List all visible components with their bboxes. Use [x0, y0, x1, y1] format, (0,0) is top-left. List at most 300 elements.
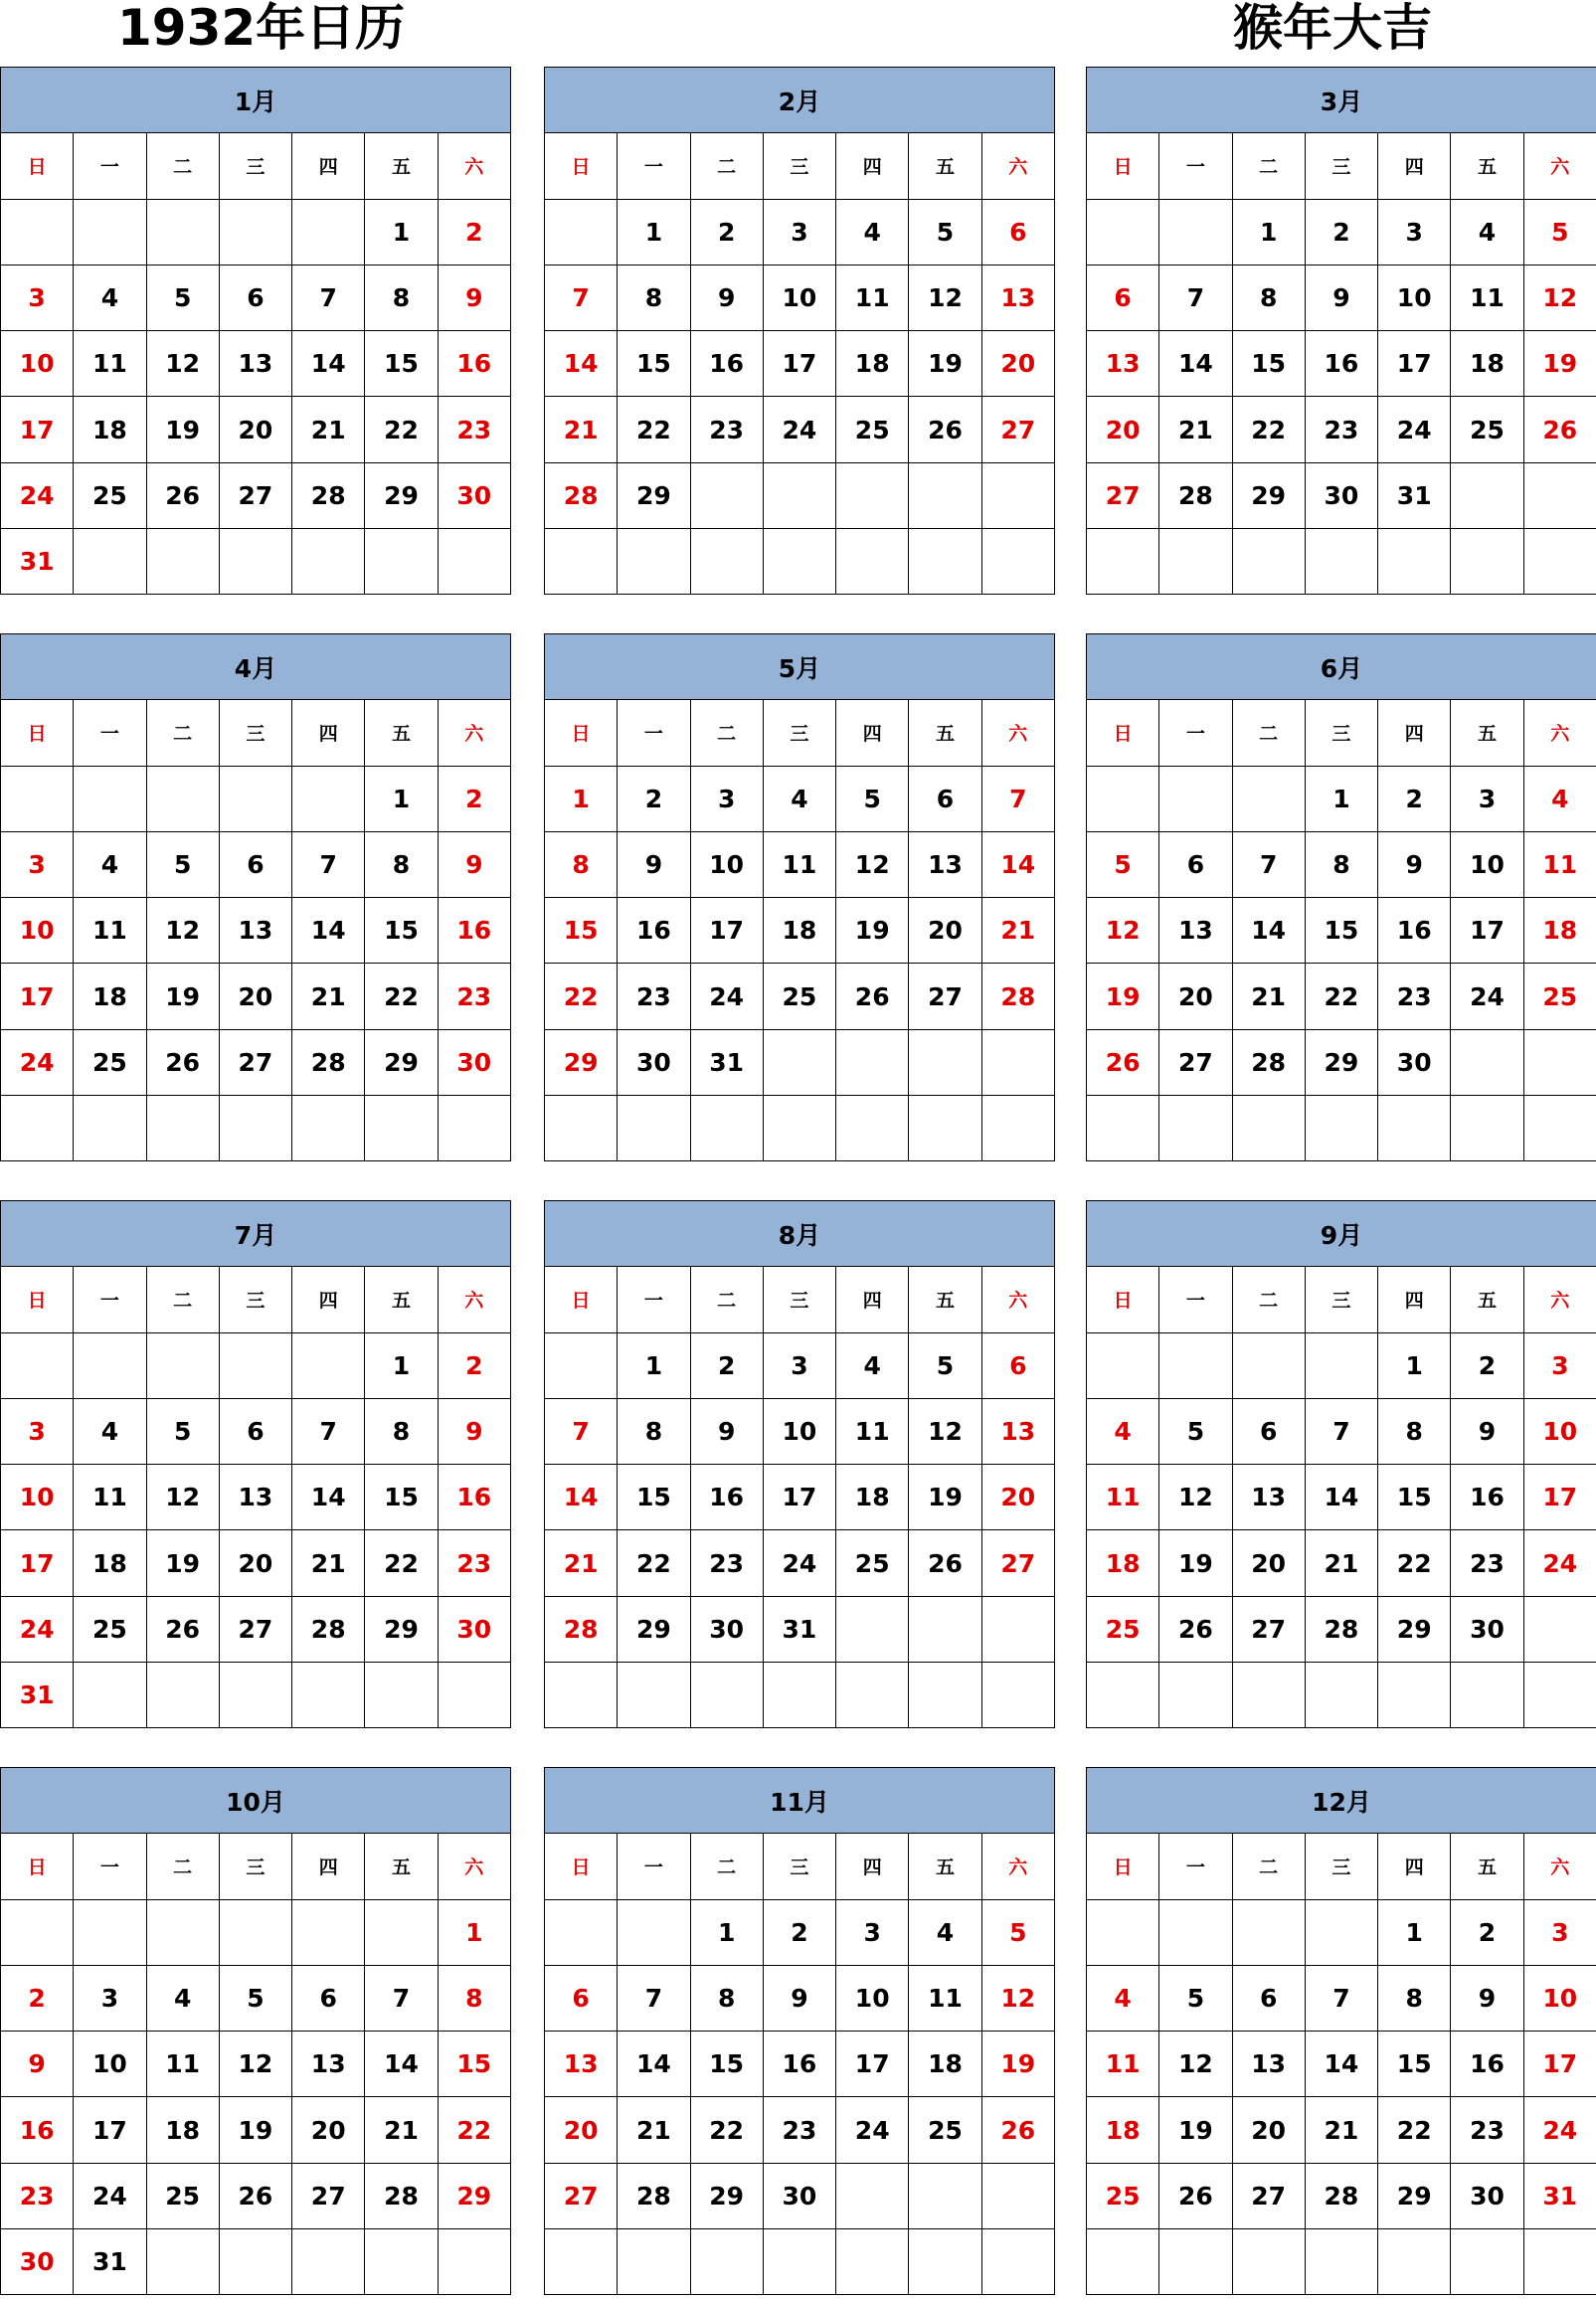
- month-header: 7月: [1, 1201, 511, 1267]
- weekday-label: 四: [1378, 700, 1451, 766]
- day-cell: 16: [1378, 898, 1451, 964]
- month-calendar: [1086, 633, 1596, 1166]
- month-header: 9月: [1087, 1201, 1596, 1267]
- weekday-label: 四: [1378, 1834, 1451, 1899]
- day-cell: 15: [1378, 2032, 1451, 2097]
- weekday-label: 三: [219, 1267, 291, 1332]
- day-cell: [836, 2229, 909, 2295]
- day-cell: 14: [1159, 331, 1232, 397]
- day-cell: 6: [219, 831, 291, 897]
- weekday-label: 二: [1232, 700, 1305, 766]
- day-cell: [1305, 1332, 1377, 1398]
- day-cell: 1: [618, 1332, 690, 1398]
- day-cell: 29: [1378, 1596, 1451, 1662]
- day-cell: 7: [292, 831, 365, 897]
- day-cell: 31: [74, 2229, 146, 2295]
- day-cell: 1: [1378, 1332, 1451, 1398]
- day-cell: 2: [1451, 1332, 1523, 1398]
- day-cell: [74, 199, 146, 265]
- weekday-label: 一: [1159, 1834, 1232, 1899]
- day-cell: 27: [219, 1029, 291, 1095]
- day-cell: 6: [981, 199, 1054, 265]
- day-cell: 5: [836, 766, 909, 831]
- day-cell: 4: [74, 831, 146, 897]
- day-cell: 9: [763, 1965, 835, 2031]
- day-cell: 26: [1523, 397, 1596, 462]
- day-cell: 17: [1523, 2032, 1596, 2097]
- weekday-label: 六: [1523, 133, 1596, 199]
- day-cell: 21: [1305, 2097, 1377, 2163]
- week-row: [1, 831, 511, 897]
- day-cell: 12: [1159, 1465, 1232, 1530]
- day-cell: 18: [74, 397, 146, 462]
- day-cell: 3: [1, 831, 74, 897]
- day-cell: [909, 2163, 981, 2228]
- weekday-label: 五: [909, 133, 981, 199]
- day-cell: [74, 766, 146, 831]
- day-cell: [1305, 2229, 1377, 2295]
- day-cell: [1, 199, 74, 265]
- day-cell: 23: [690, 397, 763, 462]
- day-cell: 13: [219, 331, 291, 397]
- month-header: 6月: [1087, 634, 1596, 700]
- day-cell: 18: [1451, 331, 1523, 397]
- day-cell: 2: [438, 199, 510, 265]
- weekday-label: 三: [763, 700, 835, 766]
- day-cell: [74, 1663, 146, 1728]
- day-cell: 29: [1232, 462, 1305, 528]
- day-cell: 29: [365, 1029, 438, 1095]
- day-cell: 25: [1451, 397, 1523, 462]
- day-cell: [1451, 462, 1523, 528]
- day-cell: 11: [1451, 265, 1523, 330]
- day-cell: 9: [1451, 1398, 1523, 1464]
- day-cell: [836, 529, 909, 595]
- day-cell: [292, 766, 365, 831]
- day-cell: 31: [1378, 462, 1451, 528]
- weekday-label: 五: [1451, 133, 1523, 199]
- day-cell: 12: [146, 331, 219, 397]
- day-cell: 20: [219, 397, 291, 462]
- day-cell: 23: [763, 2097, 835, 2163]
- weekday-label: 六: [981, 700, 1054, 766]
- day-cell: 29: [618, 462, 690, 528]
- weekday-label: 一: [74, 1834, 146, 1899]
- day-cell: [1159, 199, 1232, 265]
- day-cell: [763, 2229, 835, 2295]
- weekday-label: 六: [981, 133, 1054, 199]
- month-calendar: [544, 67, 1055, 600]
- day-cell: 27: [1232, 2163, 1305, 2228]
- day-cell: 12: [981, 1965, 1054, 2031]
- weekday-label: 六: [438, 1267, 510, 1332]
- day-cell: 20: [545, 2097, 618, 2163]
- day-cell: 2: [1, 1965, 74, 2031]
- day-cell: 27: [219, 1596, 291, 1662]
- day-cell: 25: [763, 964, 835, 1029]
- day-cell: 31: [1, 1663, 74, 1728]
- day-cell: 10: [1, 898, 74, 964]
- day-cell: 18: [836, 331, 909, 397]
- week-row: [1087, 265, 1596, 330]
- day-cell: [763, 1029, 835, 1095]
- day-cell: 26: [909, 397, 981, 462]
- day-cell: 6: [1159, 831, 1232, 897]
- month-table: [1086, 633, 1596, 1161]
- week-row: [1, 397, 511, 462]
- day-cell: 28: [981, 964, 1054, 1029]
- day-cell: 17: [690, 898, 763, 964]
- weekday-label: 六: [438, 1834, 510, 1899]
- day-cell: 5: [146, 831, 219, 897]
- day-cell: [981, 1663, 1054, 1728]
- weekday-label: 日: [1087, 700, 1159, 766]
- day-cell: 24: [763, 1530, 835, 1596]
- day-cell: 7: [545, 1398, 618, 1464]
- day-cell: 24: [690, 964, 763, 1029]
- day-cell: 15: [618, 331, 690, 397]
- day-cell: 9: [1378, 831, 1451, 897]
- day-cell: 3: [1523, 1899, 1596, 1965]
- weekday-label: 日: [1, 1267, 74, 1332]
- day-cell: 19: [1159, 2097, 1232, 2163]
- week-row: [1087, 1965, 1596, 2031]
- week-row: [1087, 2097, 1596, 2163]
- month-calendar: [1086, 67, 1596, 600]
- day-cell: 13: [1087, 331, 1159, 397]
- day-cell: 3: [1523, 1332, 1596, 1398]
- week-row: [545, 831, 1055, 897]
- day-cell: 27: [219, 462, 291, 528]
- day-cell: 20: [981, 1465, 1054, 1530]
- day-cell: 14: [365, 2032, 438, 2097]
- day-cell: [909, 529, 981, 595]
- weekday-label: 五: [909, 700, 981, 766]
- week-row: [1, 1398, 511, 1464]
- day-cell: [1232, 529, 1305, 595]
- day-cell: 24: [836, 2097, 909, 2163]
- day-cell: 22: [365, 397, 438, 462]
- day-cell: 2: [438, 1332, 510, 1398]
- day-cell: 19: [146, 964, 219, 1029]
- day-cell: [836, 1029, 909, 1095]
- day-cell: [1523, 1096, 1596, 1161]
- day-cell: 4: [763, 766, 835, 831]
- day-cell: 28: [618, 2163, 690, 2228]
- day-cell: 26: [1087, 1029, 1159, 1095]
- day-cell: 4: [146, 1965, 219, 2031]
- day-cell: [219, 199, 291, 265]
- day-cell: [219, 529, 291, 595]
- day-cell: 8: [618, 265, 690, 330]
- day-cell: [219, 1332, 291, 1398]
- day-cell: 15: [545, 898, 618, 964]
- day-cell: 10: [690, 831, 763, 897]
- day-cell: [292, 1332, 365, 1398]
- day-cell: 13: [981, 1398, 1054, 1464]
- day-cell: 26: [146, 1029, 219, 1095]
- day-cell: 21: [292, 964, 365, 1029]
- day-cell: 12: [836, 831, 909, 897]
- day-cell: 28: [292, 462, 365, 528]
- day-cell: 2: [1305, 199, 1377, 265]
- weekday-label: 五: [365, 1834, 438, 1899]
- month-table: [544, 67, 1055, 595]
- day-cell: 27: [981, 1530, 1054, 1596]
- weekday-label: 二: [690, 1267, 763, 1332]
- day-cell: 13: [219, 898, 291, 964]
- day-cell: [438, 1096, 510, 1161]
- day-cell: 23: [438, 397, 510, 462]
- day-cell: 29: [1378, 2163, 1451, 2228]
- day-cell: 1: [618, 199, 690, 265]
- day-cell: 27: [292, 2163, 365, 2228]
- week-row: [1087, 529, 1596, 595]
- week-row: [545, 1530, 1055, 1596]
- day-cell: 26: [146, 462, 219, 528]
- day-cell: 26: [909, 1530, 981, 1596]
- month-table: [544, 1200, 1055, 1728]
- month-header: 12月: [1087, 1768, 1596, 1834]
- week-row: [1, 2097, 511, 2163]
- weekday-label: 四: [1378, 1267, 1451, 1332]
- weekday-label: 四: [836, 133, 909, 199]
- day-cell: 11: [836, 265, 909, 330]
- day-cell: 22: [618, 1530, 690, 1596]
- day-cell: [1087, 766, 1159, 831]
- day-cell: 22: [545, 964, 618, 1029]
- day-cell: 3: [1451, 766, 1523, 831]
- day-cell: 23: [1, 2163, 74, 2228]
- day-cell: [365, 1899, 438, 1965]
- weekday-label: 四: [836, 1834, 909, 1899]
- day-cell: [1232, 1332, 1305, 1398]
- week-row: [1087, 1398, 1596, 1464]
- day-cell: 14: [292, 898, 365, 964]
- day-cell: [1523, 1029, 1596, 1095]
- day-cell: 20: [1232, 2097, 1305, 2163]
- day-cell: 15: [365, 1465, 438, 1530]
- day-cell: [74, 1332, 146, 1398]
- weekday-label: 四: [292, 133, 365, 199]
- day-cell: [909, 1663, 981, 1728]
- day-cell: [1159, 1663, 1232, 1728]
- week-row: [1, 1096, 511, 1161]
- week-row: [1087, 2032, 1596, 2097]
- day-cell: 14: [618, 2032, 690, 2097]
- weekday-label: 三: [219, 133, 291, 199]
- day-cell: [618, 2229, 690, 2295]
- day-cell: 25: [1523, 964, 1596, 1029]
- day-cell: 25: [909, 2097, 981, 2163]
- day-cell: [618, 1899, 690, 1965]
- weekday-label: 日: [1, 1834, 74, 1899]
- day-cell: 12: [1087, 898, 1159, 964]
- day-cell: 2: [690, 1332, 763, 1398]
- day-cell: 18: [1087, 2097, 1159, 2163]
- day-cell: 4: [74, 265, 146, 330]
- day-cell: 15: [690, 2032, 763, 2097]
- week-row: [1, 529, 511, 595]
- day-cell: 7: [618, 1965, 690, 2031]
- day-cell: 30: [690, 1596, 763, 1662]
- day-cell: [981, 2229, 1054, 2295]
- month-table: [0, 633, 511, 1161]
- day-cell: 23: [1451, 1530, 1523, 1596]
- day-cell: 26: [1159, 2163, 1232, 2228]
- day-cell: [1, 1899, 74, 1965]
- month-header: 11月: [545, 1768, 1055, 1834]
- day-cell: 18: [74, 1530, 146, 1596]
- day-cell: 15: [365, 898, 438, 964]
- day-cell: 7: [292, 1398, 365, 1464]
- day-cell: 23: [1305, 397, 1377, 462]
- day-cell: 8: [618, 1398, 690, 1464]
- day-cell: [763, 462, 835, 528]
- day-cell: 22: [365, 964, 438, 1029]
- day-cell: 19: [146, 397, 219, 462]
- day-cell: 25: [74, 1029, 146, 1095]
- day-cell: 10: [74, 2032, 146, 2097]
- weekday-label: 二: [146, 1267, 219, 1332]
- day-cell: 6: [545, 1965, 618, 2031]
- day-cell: [763, 1663, 835, 1728]
- day-cell: 27: [909, 964, 981, 1029]
- day-cell: 23: [690, 1530, 763, 1596]
- day-cell: 18: [146, 2097, 219, 2163]
- day-cell: 7: [1305, 1398, 1377, 1464]
- day-cell: [545, 1096, 618, 1161]
- day-cell: 8: [1378, 1398, 1451, 1464]
- day-cell: 11: [1087, 1465, 1159, 1530]
- day-cell: [219, 1899, 291, 1965]
- weekday-label: 二: [690, 133, 763, 199]
- day-cell: 18: [1523, 898, 1596, 964]
- day-cell: 15: [618, 1465, 690, 1530]
- day-cell: [981, 1096, 1054, 1161]
- day-cell: 22: [438, 2097, 510, 2163]
- day-cell: 16: [690, 1465, 763, 1530]
- day-cell: [146, 766, 219, 831]
- day-cell: 4: [836, 1332, 909, 1398]
- day-cell: [1378, 1096, 1451, 1161]
- day-cell: 8: [690, 1965, 763, 2031]
- day-cell: [1, 1096, 74, 1161]
- day-cell: 10: [1523, 1398, 1596, 1464]
- week-row: [1, 199, 511, 265]
- day-cell: [1378, 1663, 1451, 1728]
- week-row: [1087, 1096, 1596, 1161]
- weekday-label: 一: [1159, 700, 1232, 766]
- weekday-label: 二: [1232, 133, 1305, 199]
- weekday-label: 四: [1378, 133, 1451, 199]
- day-cell: 20: [981, 331, 1054, 397]
- day-cell: 3: [836, 1899, 909, 1965]
- day-cell: 5: [219, 1965, 291, 2031]
- month-table: [0, 1767, 511, 2295]
- month-calendar: [0, 633, 511, 1166]
- day-cell: [981, 1029, 1054, 1095]
- weekday-label: 一: [74, 133, 146, 199]
- day-cell: [1087, 199, 1159, 265]
- day-cell: [219, 766, 291, 831]
- day-cell: 25: [1087, 1596, 1159, 1662]
- day-cell: [219, 2229, 291, 2295]
- day-cell: 1: [438, 1899, 510, 1965]
- week-row: [545, 1965, 1055, 2031]
- day-cell: 27: [1087, 462, 1159, 528]
- day-cell: 4: [1523, 766, 1596, 831]
- day-cell: [690, 1663, 763, 1728]
- day-cell: 2: [1378, 766, 1451, 831]
- week-row: [1087, 199, 1596, 265]
- day-cell: [1232, 1663, 1305, 1728]
- day-cell: 14: [1232, 898, 1305, 964]
- week-row: [545, 331, 1055, 397]
- day-cell: 30: [1, 2229, 74, 2295]
- day-cell: 2: [1451, 1899, 1523, 1965]
- day-cell: 17: [1523, 1465, 1596, 1530]
- day-cell: 15: [438, 2032, 510, 2097]
- day-cell: 25: [74, 462, 146, 528]
- day-cell: [981, 529, 1054, 595]
- month-calendar: [0, 1200, 511, 1733]
- day-cell: 9: [438, 1398, 510, 1464]
- day-cell: 22: [1378, 2097, 1451, 2163]
- day-cell: 23: [438, 1530, 510, 1596]
- day-cell: 21: [292, 397, 365, 462]
- day-cell: 14: [1305, 1465, 1377, 1530]
- day-cell: 6: [292, 1965, 365, 2031]
- month-table: [1086, 1200, 1596, 1728]
- day-cell: 17: [763, 1465, 835, 1530]
- week-row: [545, 1332, 1055, 1398]
- day-cell: 30: [1378, 1029, 1451, 1095]
- day-cell: [1305, 1899, 1377, 1965]
- day-cell: 23: [438, 964, 510, 1029]
- day-cell: 24: [763, 397, 835, 462]
- day-cell: [981, 2163, 1054, 2228]
- day-cell: 11: [763, 831, 835, 897]
- day-cell: 29: [618, 1596, 690, 1662]
- day-cell: [146, 2229, 219, 2295]
- day-cell: 24: [1523, 2097, 1596, 2163]
- day-cell: 21: [1232, 964, 1305, 1029]
- day-cell: 10: [1, 331, 74, 397]
- day-cell: [1159, 529, 1232, 595]
- day-cell: 7: [1159, 265, 1232, 330]
- day-cell: [1087, 1663, 1159, 1728]
- day-cell: 24: [1378, 397, 1451, 462]
- day-cell: 13: [1232, 2032, 1305, 2097]
- day-cell: 11: [74, 1465, 146, 1530]
- day-cell: 10: [1378, 265, 1451, 330]
- day-cell: 20: [1087, 397, 1159, 462]
- weekday-label: 日: [545, 1834, 618, 1899]
- day-cell: [1451, 1096, 1523, 1161]
- day-cell: 30: [438, 462, 510, 528]
- day-cell: 21: [365, 2097, 438, 2163]
- day-cell: 25: [836, 397, 909, 462]
- day-cell: [438, 529, 510, 595]
- day-cell: 30: [618, 1029, 690, 1095]
- day-cell: 10: [1523, 1965, 1596, 2031]
- day-cell: [836, 462, 909, 528]
- day-cell: 22: [1378, 1530, 1451, 1596]
- day-cell: [1087, 2229, 1159, 2295]
- day-cell: 24: [74, 2163, 146, 2228]
- day-cell: 29: [365, 462, 438, 528]
